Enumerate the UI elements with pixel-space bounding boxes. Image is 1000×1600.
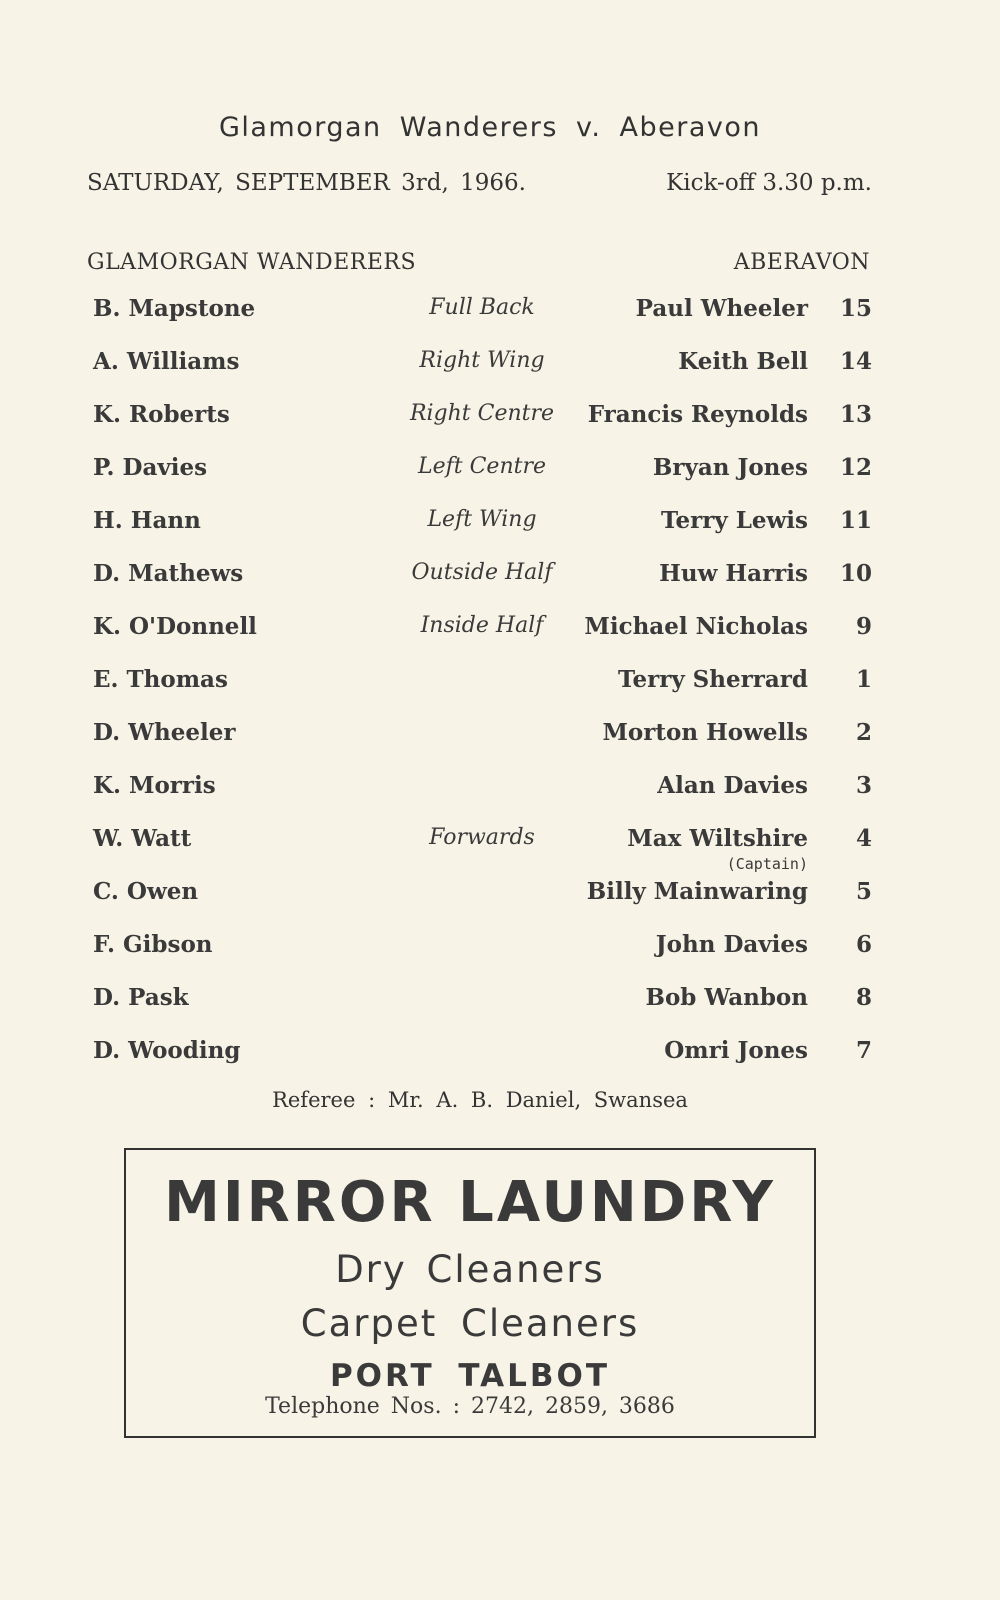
position: Forwards <box>429 825 535 850</box>
shirt-number: 15 <box>839 295 872 322</box>
home-player: B. Mapstone <box>93 295 256 322</box>
away-team-heading: ABERAVON <box>733 250 870 275</box>
shirt-number: 10 <box>839 560 872 587</box>
away-player: Terry Lewis <box>660 507 808 534</box>
lineup-row <box>0 401 1000 441</box>
match-date: SATURDAY, SEPTEMBER 3rd, 1966. <box>87 170 526 196</box>
position: Right Wing <box>419 348 545 373</box>
away-player: Morton Howells <box>602 719 808 746</box>
away-player: Bob Wanbon <box>645 984 808 1011</box>
advert-phone: Telephone Nos. : 2742, 2859, 3686 <box>265 1394 675 1419</box>
home-player: D. Wheeler <box>93 719 236 746</box>
home-player: D. Wooding <box>93 1037 241 1064</box>
shirt-number: 1 <box>855 666 872 693</box>
lineup-row <box>0 295 1000 335</box>
away-player: Michael Nicholas <box>584 613 808 640</box>
shirt-number: 8 <box>855 984 872 1011</box>
shirt-number: 12 <box>839 454 872 481</box>
position: Right Centre <box>409 401 555 426</box>
home-player: P. Davies <box>93 454 208 481</box>
referee-line: Referee : Mr. A. B. Daniel, Swansea <box>272 1088 688 1112</box>
away-player: Billy Mainwaring <box>586 878 808 905</box>
shirt-number: 14 <box>839 348 872 375</box>
lineup-row <box>0 507 1000 547</box>
away-player: Max Wiltshire <box>627 825 808 852</box>
home-player: W. Watt <box>93 825 192 852</box>
lineup-row <box>0 666 1000 706</box>
shirt-number: 3 <box>855 772 872 799</box>
home-player: F. Gibson <box>93 931 213 958</box>
lineup-row <box>0 1037 1000 1077</box>
advert-town: PORT TALBOT <box>329 1358 611 1394</box>
advert-service-1: Dry Cleaners <box>335 1248 605 1291</box>
shirt-number: 9 <box>855 613 872 640</box>
away-player: Alan Davies <box>657 772 808 799</box>
lineup-row <box>0 454 1000 494</box>
home-player: H. Hann <box>93 507 201 534</box>
shirt-number: 2 <box>855 719 872 746</box>
lineup-row <box>0 878 1000 918</box>
away-player: Francis Reynolds <box>587 401 808 428</box>
home-player: C. Owen <box>93 878 199 905</box>
lineup-row <box>0 984 1000 1024</box>
lineup-row <box>0 560 1000 600</box>
shirt-number: 13 <box>839 401 872 428</box>
away-player: Terry Sherrard <box>617 666 808 693</box>
home-player: K. Morris <box>93 772 216 799</box>
lineup-row <box>0 825 1000 873</box>
shirt-number: 7 <box>855 1037 872 1064</box>
shirt-number: 11 <box>839 507 872 534</box>
position: Full Back <box>429 295 535 320</box>
away-player: Huw Harris <box>659 560 808 587</box>
advert-service-2: Carpet Cleaners <box>300 1302 640 1345</box>
away-player: Paul Wheeler <box>635 295 808 322</box>
home-player: K. Roberts <box>93 401 230 428</box>
lineup-row <box>0 613 1000 653</box>
position: Left Wing <box>427 507 537 532</box>
lineup-row <box>0 772 1000 812</box>
match-title: Glamorgan Wanderers v. Aberavon <box>218 112 762 143</box>
away-player: Keith Bell <box>678 348 808 375</box>
shirt-number: 5 <box>855 878 872 905</box>
shirt-number: 6 <box>855 931 872 958</box>
position: Outside Half <box>411 560 553 585</box>
advert-company-name: MIRROR LAUNDRY <box>164 1170 776 1235</box>
away-player: John Davies <box>655 931 808 958</box>
home-player: K. O'Donnell <box>93 613 257 640</box>
home-player: E. Thomas <box>93 666 228 693</box>
lineup-row <box>0 719 1000 759</box>
position: Left Centre <box>417 454 546 479</box>
home-player: D. Mathews <box>93 560 244 587</box>
away-player: Omri Jones <box>664 1037 808 1064</box>
home-player: D. Pask <box>93 984 189 1011</box>
lineup-row <box>0 931 1000 971</box>
home-player: A. Williams <box>93 348 240 375</box>
home-team-heading: GLAMORGAN WANDERERS <box>87 250 417 275</box>
laundry-advert <box>124 1148 816 1438</box>
captain-note: (Captain) <box>726 855 808 873</box>
position: Inside Half <box>420 613 544 638</box>
away-player: Bryan Jones <box>652 454 808 481</box>
shirt-number: 4 <box>855 825 872 852</box>
kickoff-time: Kick-off 3.30 p.m. <box>666 170 872 196</box>
lineup-row <box>0 348 1000 388</box>
